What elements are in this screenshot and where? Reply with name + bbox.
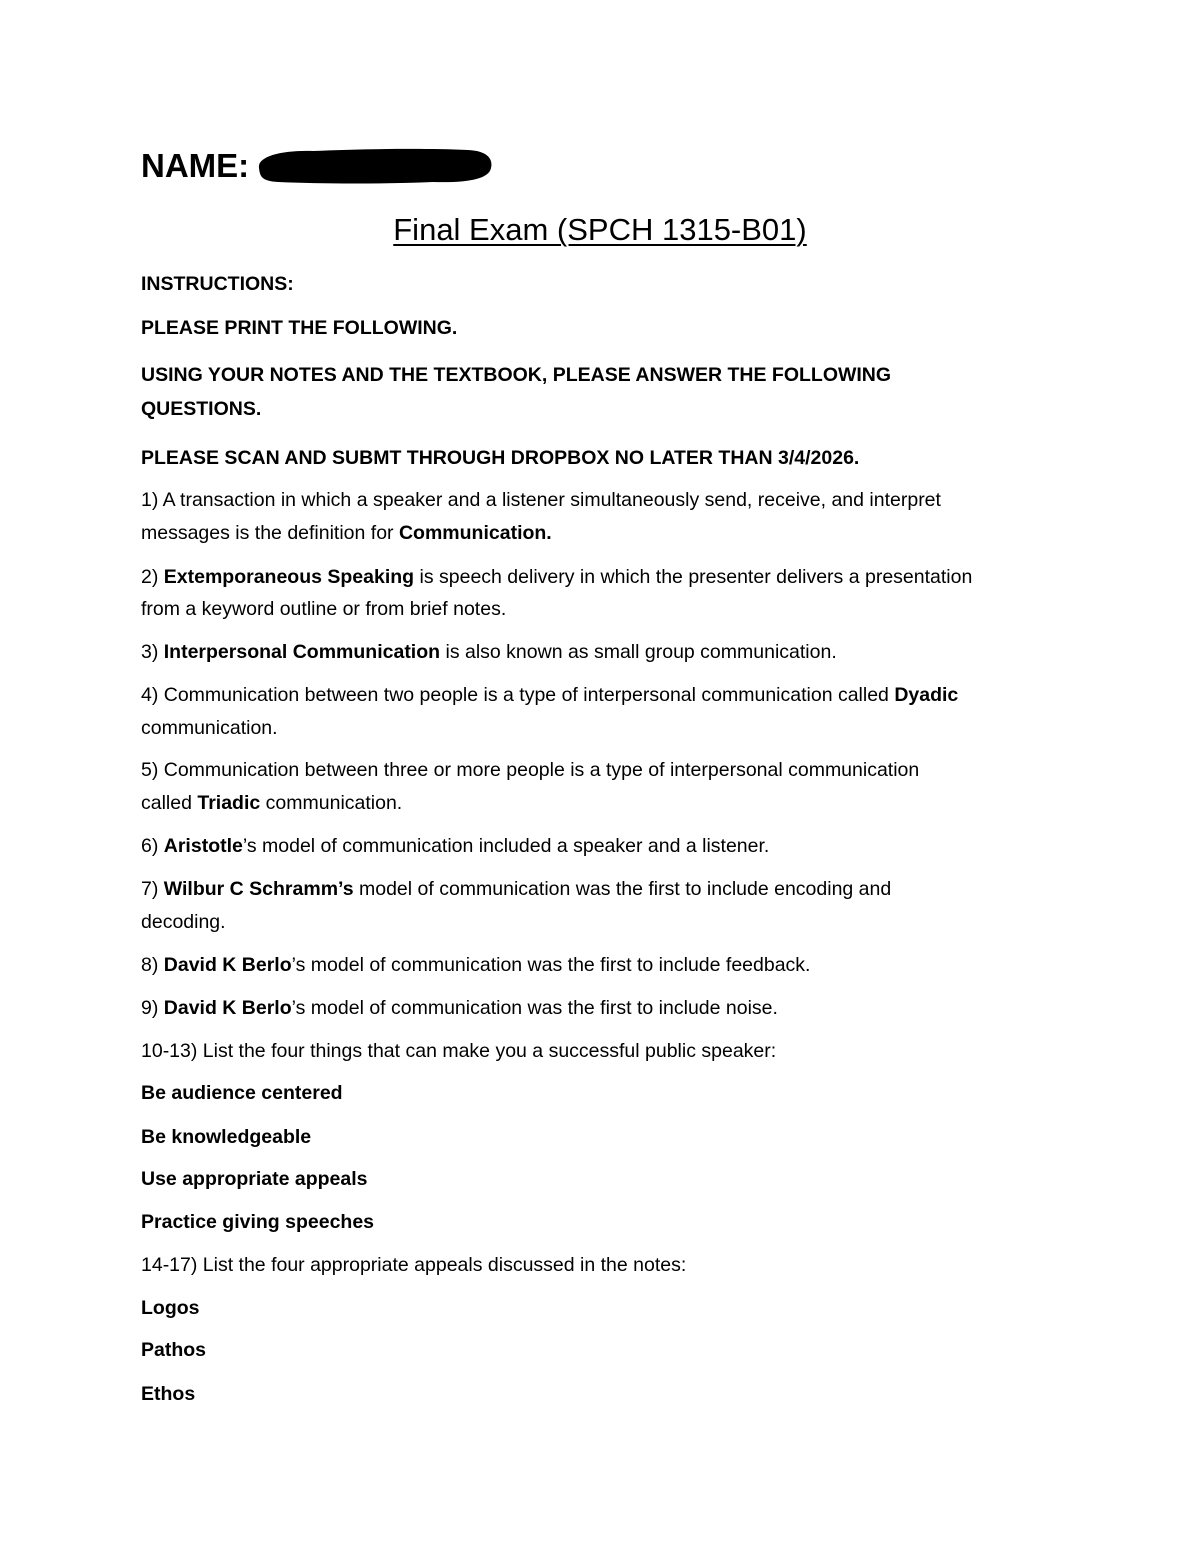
question-9 bbox=[141, 996, 778, 1020]
question-6-number: 6) bbox=[141, 835, 164, 857]
question-7-text: model of communication was the first to include encoding and bbox=[353, 878, 892, 900]
question-2-text: is speech delivery in which the presenter delivers a presentation bbox=[414, 566, 973, 588]
question-7-line1 bbox=[141, 877, 891, 901]
question-6 bbox=[141, 834, 769, 858]
question-9-answer: David K Berlo bbox=[163, 997, 292, 1019]
instructions-heading: INSTRUCTIONS: bbox=[141, 273, 294, 295]
question-2-answer: Extemporaneous Speaking bbox=[163, 566, 415, 588]
question-3-text: is also known as small group communication. bbox=[440, 641, 837, 663]
name-label: NAME: bbox=[141, 147, 250, 184]
question-8-text: ’s model of communication was the first to include feedback. bbox=[291, 954, 811, 976]
question-14-17-answer-3: Ethos bbox=[141, 1383, 196, 1405]
question-2-line2: from a keyword outline or from brief notes. bbox=[141, 598, 507, 620]
question-7-number: 7) bbox=[141, 878, 164, 900]
question-9-number: 9) bbox=[141, 997, 164, 1019]
question-10-13-answer-3: Use appropriate appeals bbox=[141, 1168, 368, 1190]
exam-title: Final Exam (SPCH 1315-B01) bbox=[393, 212, 807, 247]
question-3-answer: Interpersonal Communication bbox=[163, 641, 441, 663]
question-1-answer: Communication. bbox=[398, 522, 552, 544]
question-10-13-answer-4: Practice giving speeches bbox=[141, 1211, 375, 1233]
instruction-notes-line1: USING YOUR NOTES AND THE TEXTBOOK, PLEASE ANSWER THE FOLLOWING bbox=[141, 364, 892, 386]
question-2-line1 bbox=[141, 565, 972, 589]
question-14-17-answer-1: Logos bbox=[141, 1297, 200, 1319]
question-1-line2 bbox=[141, 521, 552, 545]
question-8 bbox=[141, 953, 810, 977]
question-10-13-answer-2: Be knowledgeable bbox=[141, 1126, 312, 1148]
question-3 bbox=[141, 640, 837, 664]
instruction-print: PLEASE PRINT THE FOLLOWING. bbox=[141, 317, 458, 339]
question-14-17-answer-2: Pathos bbox=[141, 1339, 207, 1361]
question-7-line2: decoding. bbox=[141, 911, 226, 933]
question-4-line2: communication. bbox=[141, 717, 278, 739]
question-6-text: ’s model of communication included a speaker and a listener. bbox=[242, 835, 770, 857]
question-7-answer: Wilbur C Schramm’s bbox=[163, 878, 354, 900]
instruction-deadline: PLEASE SCAN AND SUBMT THROUGH DROPBOX NO LATER THAN 3/4/2026. bbox=[141, 447, 860, 469]
question-9-text: ’s model of communication was the first to include noise. bbox=[291, 997, 778, 1019]
question-5-answer: Triadic bbox=[197, 792, 261, 814]
instruction-notes-line2: QUESTIONS. bbox=[141, 398, 262, 420]
question-5-line2 bbox=[141, 791, 402, 815]
question-3-number: 3) bbox=[141, 641, 164, 663]
question-4-line1 bbox=[141, 683, 958, 707]
question-5-line1: 5) Communication between three or more people is a type of interpersonal communication bbox=[141, 759, 920, 781]
question-4-text: 4) Communication between two people is a type of interpersonal communication called bbox=[141, 684, 895, 706]
question-5-text-end: communication. bbox=[260, 792, 403, 814]
name-redaction-mark bbox=[253, 146, 493, 186]
question-14-17-prompt: 14-17) List the four appropriate appeals discussed in the notes: bbox=[141, 1254, 687, 1276]
question-8-number: 8) bbox=[141, 954, 164, 976]
question-5-text: called bbox=[141, 792, 198, 814]
question-1-text: messages is the definition for bbox=[141, 522, 399, 544]
question-4-answer: Dyadic bbox=[894, 684, 959, 706]
question-10-13-prompt: 10-13) List the four things that can make you a successful public speaker: bbox=[141, 1040, 777, 1062]
question-6-answer: Aristotle bbox=[163, 835, 243, 857]
question-2-number: 2) bbox=[141, 566, 164, 588]
question-10-13-answer-1: Be audience centered bbox=[141, 1082, 343, 1104]
question-8-answer: David K Berlo bbox=[163, 954, 292, 976]
question-1-line1: 1) A transaction in which a speaker and a listener simultaneously send, receive, and interpret bbox=[141, 489, 941, 511]
